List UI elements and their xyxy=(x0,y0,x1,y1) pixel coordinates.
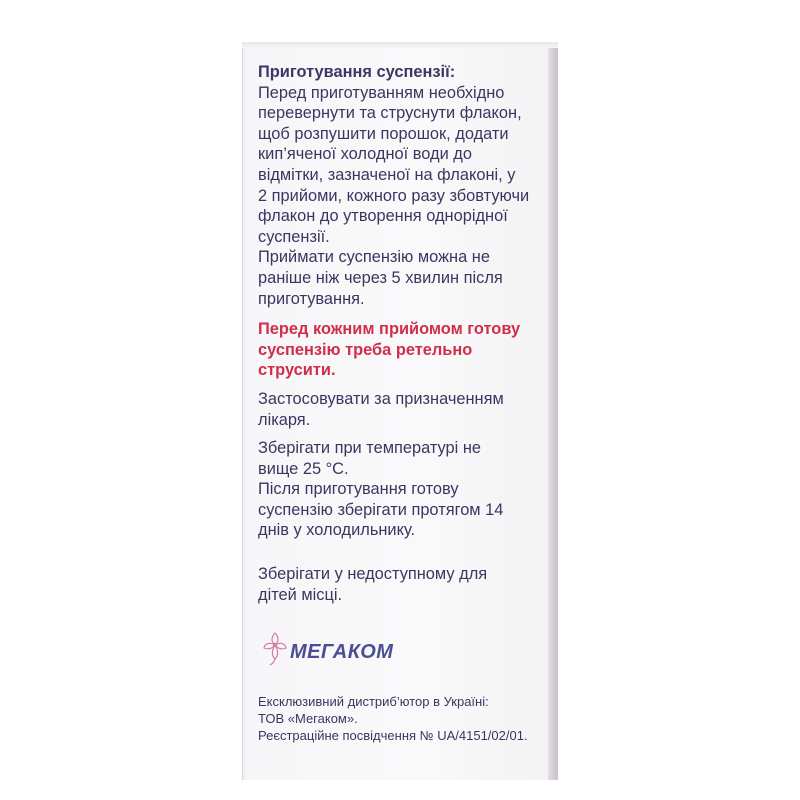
children-line: Зберігати у недоступному для xyxy=(258,565,488,584)
warning-line: Перед кожним прийомом готову xyxy=(258,320,521,339)
storage-line: Зберігати при температурі не xyxy=(258,439,482,458)
intake-line: Приймати суспензію можна не xyxy=(258,248,490,267)
preparation-line: флакон до утворення однорідної xyxy=(258,207,508,226)
preparation-line: відмітки, зазначеної на флаконі, у xyxy=(258,165,516,184)
storage-line: днів у холодильнику. xyxy=(258,521,416,540)
megakom-logo xyxy=(262,628,412,668)
warning-line: струсити. xyxy=(258,361,336,380)
flower-logo-icon xyxy=(262,629,288,667)
logo-wordmark: МЕГАКОМ xyxy=(290,640,394,663)
preparation-line: щоб розпушити порошок, додати xyxy=(258,124,509,143)
preparation-line: суспензії. xyxy=(258,227,330,246)
footer-line: ТОВ «Мегаком». xyxy=(258,711,358,727)
warning-line: суспензію треба ретельно xyxy=(258,340,473,359)
storage-line: вище 25 °С. xyxy=(258,459,349,478)
storage-line: суспензію зберігати протягом 14 xyxy=(258,500,504,519)
footer-line: Ексклюзивний дистриб’ютор в Україні: xyxy=(258,694,489,709)
intake-line: приготування. xyxy=(258,289,365,308)
preparation-line: кип’яченої холодної води до xyxy=(258,145,472,164)
distributor-info xyxy=(258,693,548,745)
preparation-line: Перед приготуванням необхідно xyxy=(258,83,505,102)
intake-line: раніше ніж через 5 хвилин після xyxy=(258,268,503,287)
preparation-line: перевернути та струснути флакон, xyxy=(258,104,522,123)
usage-line: Застосовувати за призначенням xyxy=(258,389,504,408)
footer-line: Реєстраційне посвідчення № UA/4151/02/01. xyxy=(258,728,528,744)
preparation-line: 2 прийоми, кожного разу збовтуючи xyxy=(258,186,530,205)
medicine-box-top-edge xyxy=(242,42,558,48)
usage-line: лікаря. xyxy=(258,410,311,429)
medicine-box-side xyxy=(548,42,558,780)
storage-line: Після приготування готову xyxy=(258,480,459,499)
preparation-heading: Приготування суспензії: xyxy=(258,63,456,81)
instructions-text xyxy=(258,62,548,605)
children-line: дітей місці. xyxy=(258,585,343,604)
